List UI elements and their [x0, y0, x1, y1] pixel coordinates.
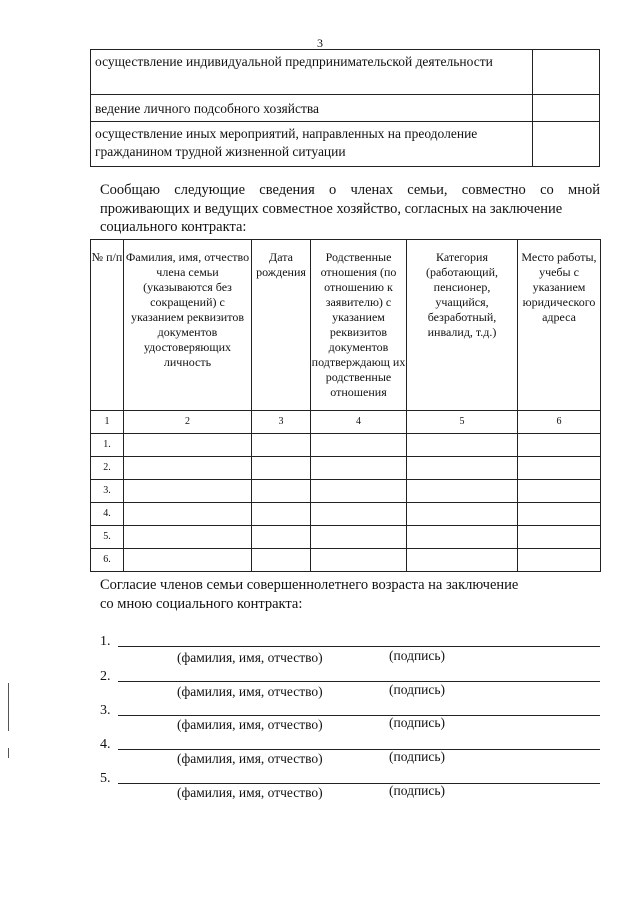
signature-number: 4. — [100, 737, 111, 752]
family-members-table — [90, 239, 601, 572]
header-full-name: Фамилия, имя, отчество члена семьи (указываются без сокращений) с указанием реквизитов документов удостоверяющих личность — [124, 240, 252, 411]
table-cell[interactable] — [407, 526, 518, 549]
table-cell[interactable] — [407, 457, 518, 480]
family-intro-text: Сообщаю следующие сведения о членах семьи, совместно со мной проживающих и ведущих совместное хозяйство, согласных на заключение — [100, 182, 600, 217]
scan-margin-mark — [8, 683, 9, 731]
column-number: 3 — [252, 411, 311, 434]
table-cell[interactable] — [518, 457, 601, 480]
row-number: 6. — [91, 549, 124, 572]
table-row — [91, 526, 601, 549]
header-number: № п/п — [91, 240, 124, 411]
signature-line[interactable] — [100, 733, 600, 753]
table-cell[interactable] — [518, 434, 601, 457]
header-birth-date: Дата рождения — [252, 240, 311, 411]
activity-label: осуществление индивидуальной предпринимательской деятельности — [91, 50, 533, 95]
table-cell[interactable] — [407, 434, 518, 457]
row-number: 1. — [91, 434, 124, 457]
table-cell[interactable] — [407, 480, 518, 503]
table-cell[interactable] — [252, 526, 311, 549]
signature-caption: (подпись) — [389, 749, 446, 764]
table-cell[interactable] — [311, 503, 407, 526]
signature-line[interactable] — [100, 767, 600, 787]
table-row — [91, 503, 601, 526]
table-cell[interactable] — [252, 457, 311, 480]
scan-margin-mark — [8, 748, 9, 758]
header-workplace: Место работы, учебы с указанием юридического адреса — [518, 240, 601, 411]
signature-line[interactable] — [100, 699, 600, 719]
signature-caption: (подпись) — [389, 715, 446, 730]
signature-caption: (подпись) — [389, 648, 446, 663]
signature-underline — [118, 681, 600, 682]
signature-number: 5. — [100, 771, 111, 786]
row-number: 3. — [91, 480, 124, 503]
signature-underline — [118, 715, 600, 716]
table-cell[interactable] — [311, 480, 407, 503]
table-cell[interactable] — [518, 526, 601, 549]
signature-number: 2. — [100, 669, 111, 684]
family-intro-text-end: социального контракта: — [100, 219, 247, 236]
row-number: 2. — [91, 457, 124, 480]
header-relationship: Родственные отношения (по отношению к заявителю) с указанием реквизитов документов подтверждающ их родственные отношения — [311, 240, 407, 411]
column-number: 6 — [518, 411, 601, 434]
table-cell[interactable] — [124, 457, 252, 480]
activity-checkbox[interactable] — [533, 50, 600, 95]
activity-label: ведение личного подсобного хозяйства — [91, 95, 533, 122]
signature-underline — [118, 749, 600, 750]
page-number: 3 — [317, 36, 323, 50]
table-cell[interactable] — [311, 457, 407, 480]
signature-number: 1. — [100, 634, 111, 649]
name-caption: (фамилия, имя, отчество) — [177, 684, 323, 699]
table-header-row — [91, 240, 601, 411]
signature-caption: (подпись) — [389, 682, 446, 697]
signature-underline — [118, 783, 600, 784]
signature-line[interactable] — [100, 665, 600, 685]
table-cell[interactable] — [407, 503, 518, 526]
table-column-numbers-row — [91, 411, 601, 434]
column-number: 2 — [124, 411, 252, 434]
activity-row — [91, 122, 600, 167]
table-row — [91, 480, 601, 503]
name-caption: (фамилия, имя, отчество) — [177, 785, 323, 800]
column-number: 1 — [91, 411, 124, 434]
table-cell[interactable] — [124, 526, 252, 549]
row-number: 5. — [91, 526, 124, 549]
table-cell[interactable] — [252, 549, 311, 572]
activity-row — [91, 95, 600, 122]
signature-line[interactable] — [100, 630, 600, 650]
activity-checkbox[interactable] — [533, 95, 600, 122]
activity-row — [91, 50, 600, 95]
table-cell[interactable] — [124, 434, 252, 457]
table-row — [91, 434, 601, 457]
table-row — [91, 457, 601, 480]
name-caption: (фамилия, имя, отчество) — [177, 717, 323, 732]
consent-text: Согласие членов семьи совершеннолетнего возраста на заключение — [100, 577, 519, 593]
table-cell[interactable] — [518, 480, 601, 503]
table-cell[interactable] — [124, 480, 252, 503]
signature-number: 3. — [100, 703, 111, 718]
activity-checkbox[interactable] — [533, 122, 600, 167]
family-intro-paragraph — [100, 181, 600, 237]
activity-label: осуществление иных мероприятий, направленных на преодоление гражданином трудной жизненной ситуации — [91, 122, 533, 167]
table-cell[interactable] — [311, 434, 407, 457]
signature-caption: (подпись) — [389, 783, 446, 798]
table-cell[interactable] — [124, 503, 252, 526]
table-cell[interactable] — [311, 549, 407, 572]
signature-underline — [118, 646, 600, 647]
table-cell[interactable] — [252, 503, 311, 526]
header-category: Категория (работающий, пенсионер, учащийся, безработный, инвалид, т.д.) — [407, 240, 518, 411]
table-cell[interactable] — [518, 549, 601, 572]
table-cell[interactable] — [518, 503, 601, 526]
consent-paragraph — [100, 576, 600, 613]
table-row — [91, 549, 601, 572]
name-caption: (фамилия, имя, отчество) — [177, 650, 323, 665]
table-cell[interactable] — [311, 526, 407, 549]
table-cell[interactable] — [252, 480, 311, 503]
name-caption: (фамилия, имя, отчество) — [177, 751, 323, 766]
consent-text-end: со мною социального контракта: — [100, 595, 303, 612]
column-number: 5 — [407, 411, 518, 434]
table-cell[interactable] — [252, 434, 311, 457]
table-cell[interactable] — [124, 549, 252, 572]
column-number: 4 — [311, 411, 407, 434]
row-number: 4. — [91, 503, 124, 526]
table-cell[interactable] — [407, 549, 518, 572]
activity-table — [90, 49, 600, 167]
